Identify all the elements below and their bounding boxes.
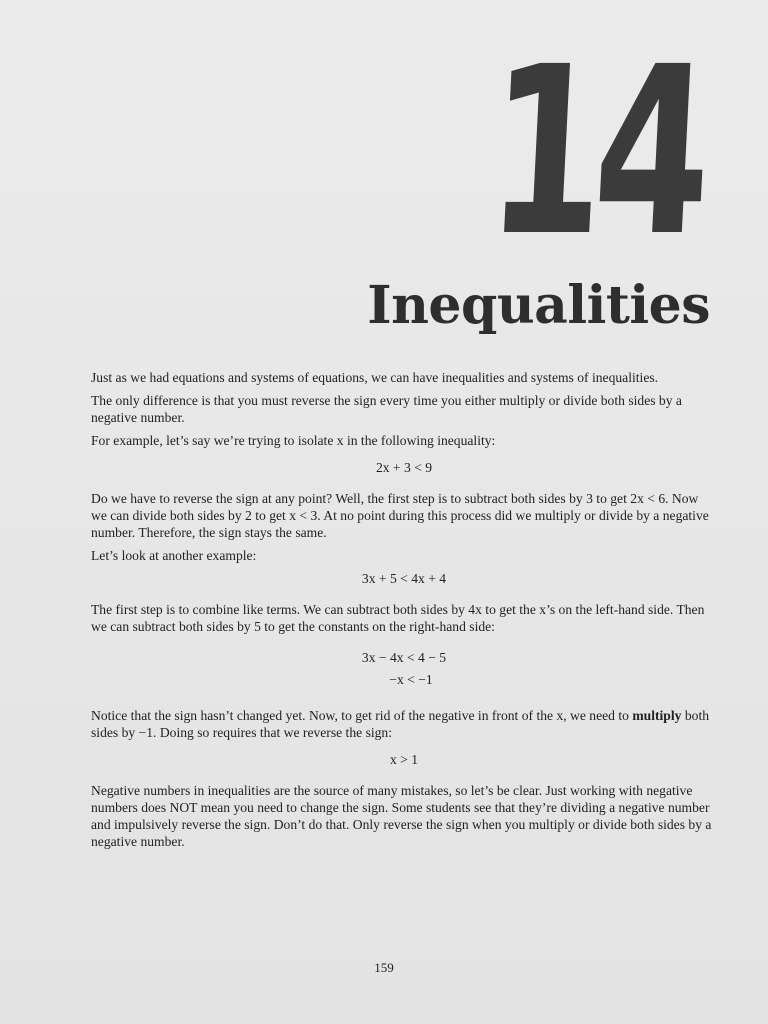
equation-4: x > 1 bbox=[389, 752, 419, 767]
chapter-number: 14 bbox=[481, 17, 708, 287]
paragraph-multiply-after: both sides by −1. Doing so requires that we reverse the sign: bbox=[91, 708, 710, 740]
paragraph-combine-terms: The first step is to combine like terms. We can subtract both sides by 4x to get the x’s on the left-hand side. Then we can subtract both sides by 5 to get the constants on the right-hand side: bbox=[91, 602, 705, 634]
paragraph-multiply-before: Notice that the sign hasn’t changed yet. Now, to get rid of the negative in front of the x, we need to bbox=[91, 708, 633, 723]
equation-3-line-2: −x < −1 bbox=[389, 672, 433, 687]
chapter-title: Inequalities bbox=[367, 275, 710, 336]
page-number: 159 bbox=[374, 960, 394, 975]
equation-2: 3x + 5 < 4x + 4 bbox=[361, 571, 447, 586]
paragraph-multiply bbox=[91, 707, 717, 741]
equation-1: 2x + 3 < 9 bbox=[375, 460, 433, 475]
emphasis-multiply: multiply bbox=[632, 708, 682, 723]
paragraph-explanation: Do we have to reverse the sign at any point? Well, the first step is to subtract both sides by 3 to get 2x < 6. Now we can divide both sides by 2 to get x < 3. At no point during this process did we multiply or divide by a negative number. Therefore, the sign stays the same. bbox=[91, 491, 709, 540]
paragraph-another-example: Let’s look at another example: bbox=[91, 548, 257, 563]
equation-3-line-1: 3x − 4x < 4 − 5 bbox=[361, 650, 447, 665]
body-text bbox=[91, 369, 717, 856]
paragraph-example-intro: For example, let’s say we’re trying to isolate x in the following inequality: bbox=[91, 433, 496, 448]
paragraph-warning: Negative numbers in inequalities are the source of many mistakes, so let’s be clear. Just working with negative numbers does NOT mean you need to change the sign. Some students see that they’re dividing a negative number and impulsively reverse the sign. Don’t do that. Only reverse the sign when you multiply or divide both sides by a negative number. bbox=[91, 783, 712, 849]
paragraph-rule: The only difference is that you must reverse the sign every time you either multiply or divide both sides by a negative number. bbox=[91, 393, 682, 425]
paragraph-intro: Just as we had equations and systems of equations, we can have inequalities and systems of inequalities. bbox=[91, 370, 659, 385]
equation-3 bbox=[91, 647, 717, 691]
